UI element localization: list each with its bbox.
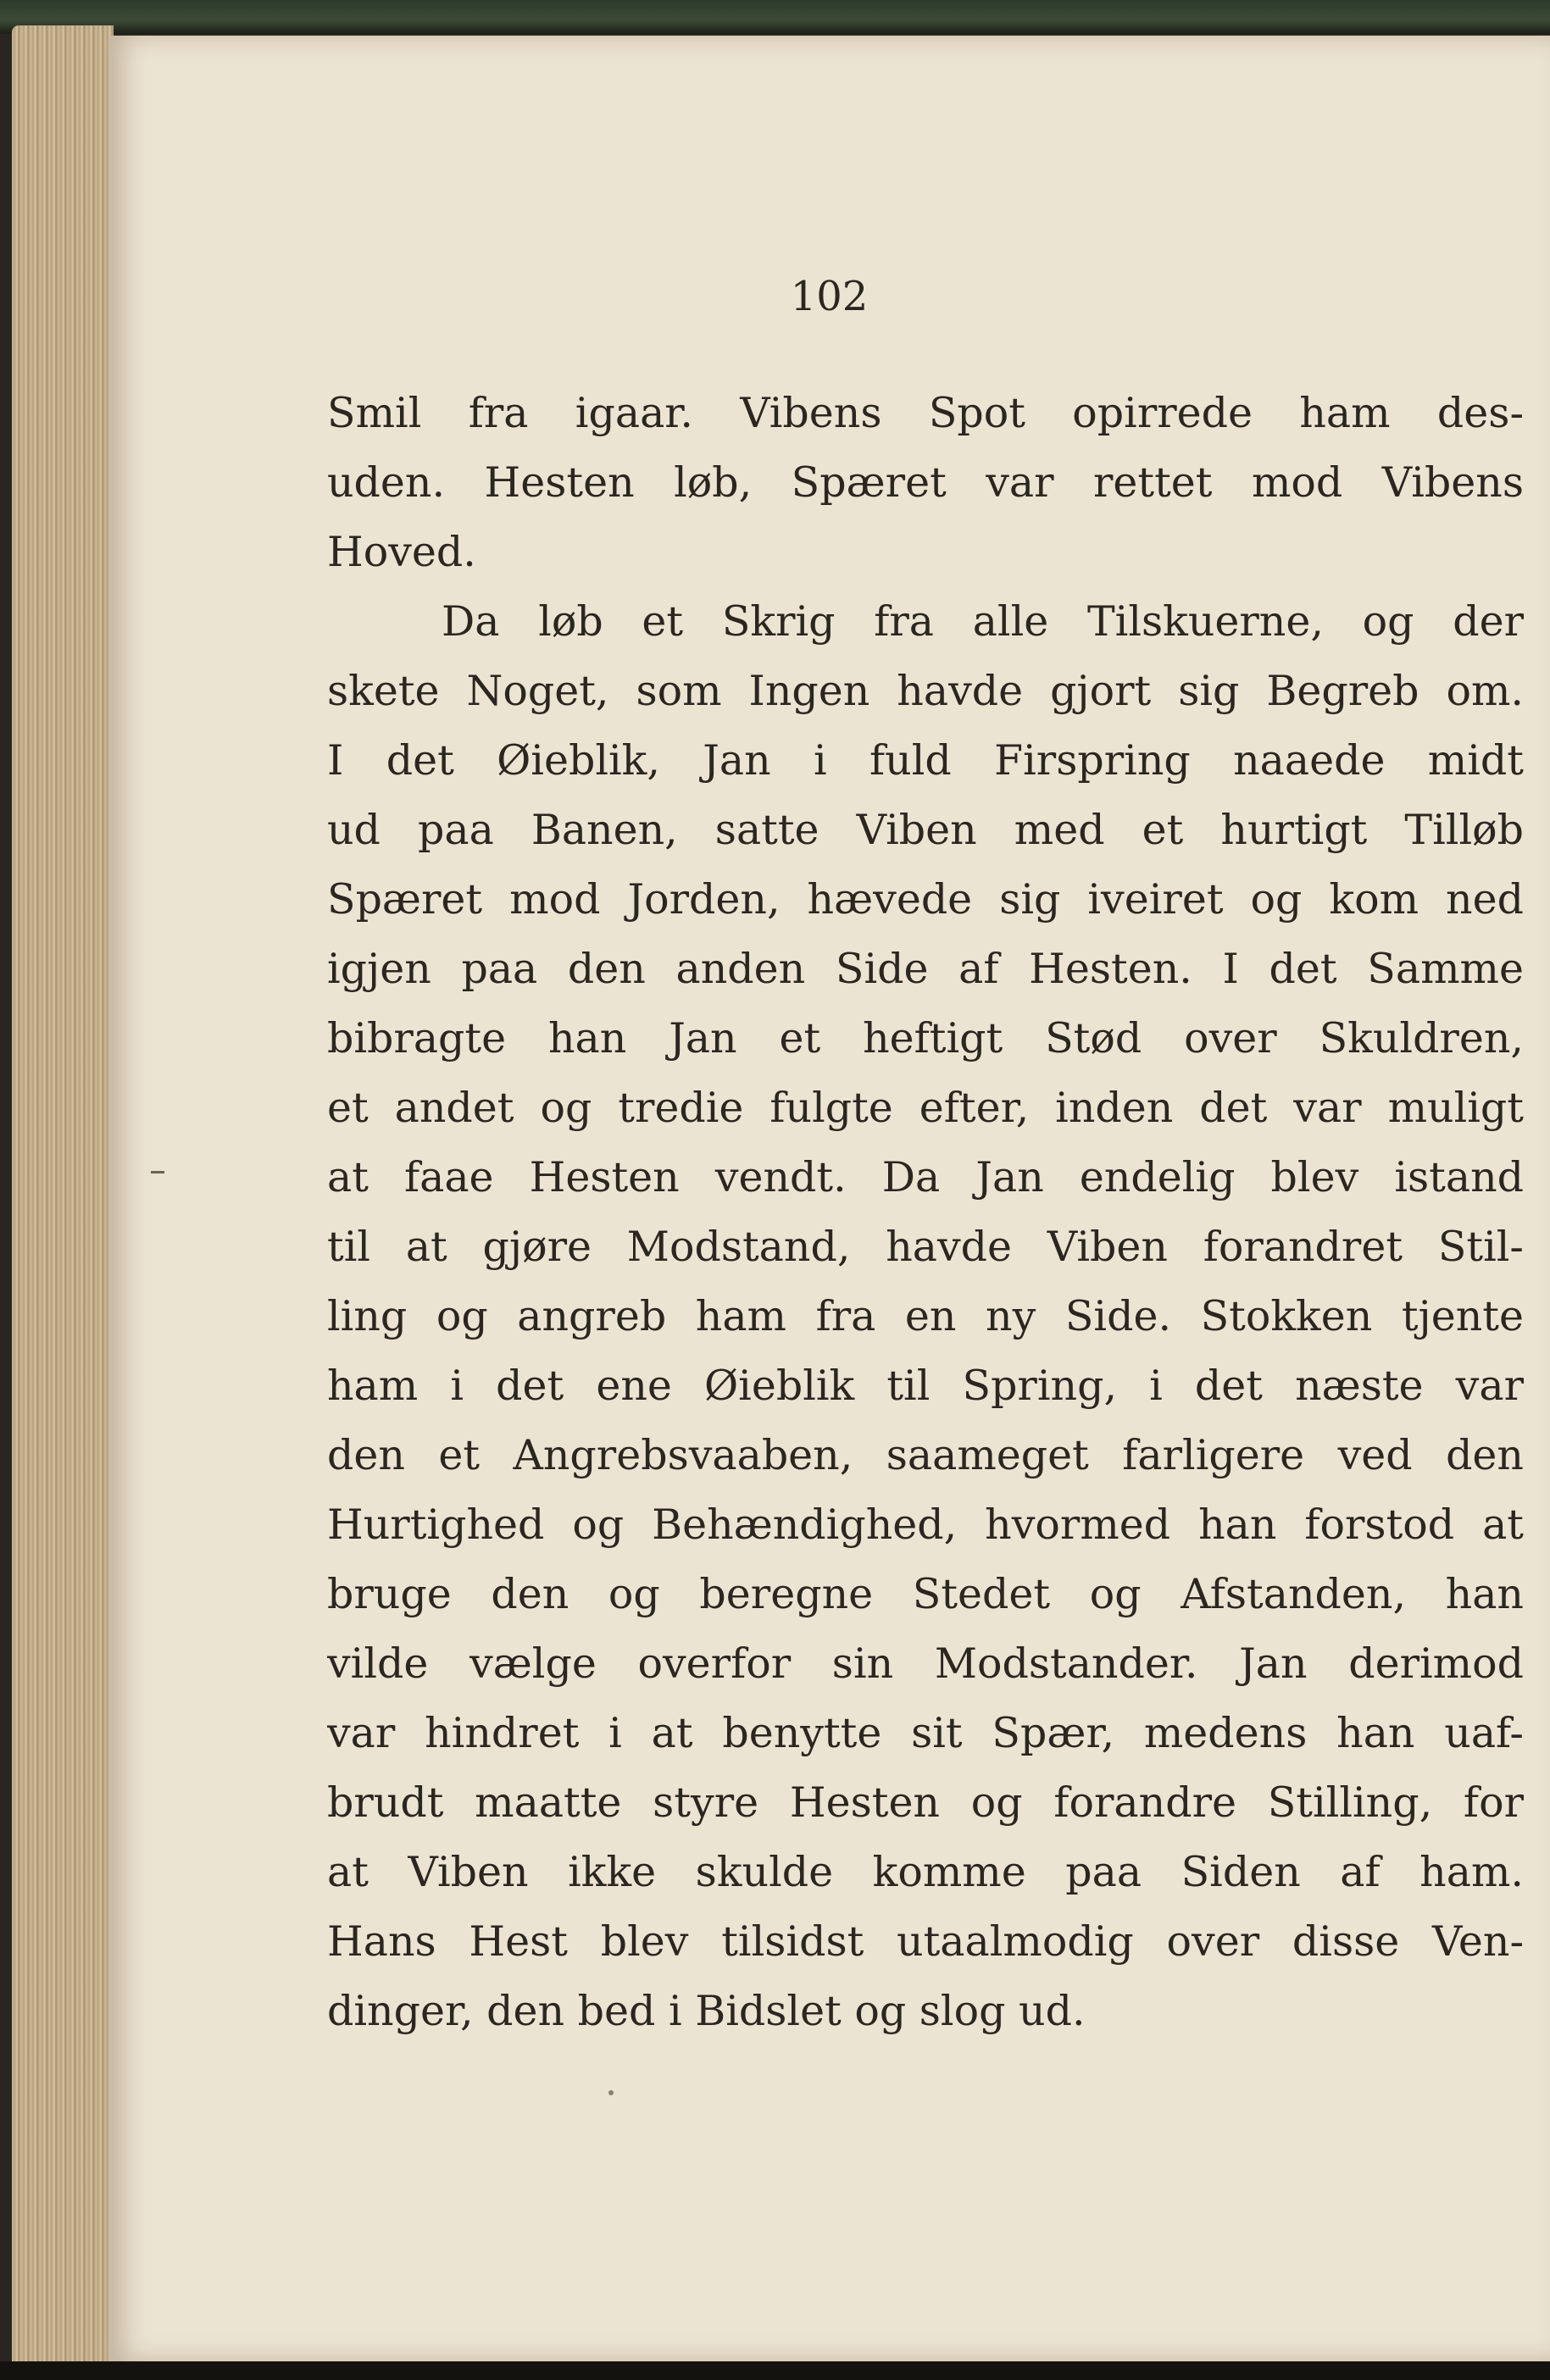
text-line: vilde vælge overfor sin Modstander. Jan derimod (327, 1639, 1524, 1688)
margin-mark (151, 1171, 164, 1173)
text-line: Smil fra igaar. Vibens Spot opirrede ham des- (327, 389, 1524, 437)
text-line: til at gjøre Modstand, havde Viben forandret Stil- (327, 1223, 1524, 1271)
text-line: ham i det ene Øieblik til Spring, i det næste var (327, 1362, 1524, 1410)
scan-bottom-edge (0, 2361, 1550, 2380)
text-line: brudt maatte styre Hesten og forandre Stilling, for (327, 1778, 1524, 1827)
page-stack-edges (12, 25, 114, 2368)
text-line: Hoved. (327, 528, 476, 576)
ink-speck (608, 2090, 614, 2095)
text-line: bibragte han Jan et heftigt Stød over Skuldren, (327, 1014, 1524, 1062)
text-line: uden. Hesten løb, Spæret var rettet mod Vibens (327, 458, 1524, 507)
body-text (327, 379, 1524, 2046)
text-line: I det Øieblik, Jan i fuld Firspring naaede midt (327, 736, 1524, 785)
text-line: et andet og tredie fulgte efter, inden det var muligt (327, 1084, 1524, 1132)
text-line: skete Noget, som Ingen havde gjort sig Begreb om. (327, 667, 1524, 715)
text-line: Hans Hest blev tilsidst utaalmodig over disse Ven- (327, 1917, 1524, 1966)
text-line: Hurtighed og Behændighed, hvormed han forstod at (327, 1501, 1524, 1549)
book-page (108, 36, 1550, 2361)
text-line: at Viben ikke skulde komme paa Siden af ham. (327, 1848, 1524, 1896)
book-cover-edge (0, 0, 1550, 34)
text-line: igjen paa den anden Side af Hesten. I det Samme (327, 945, 1524, 993)
text-line: Spæret mod Jorden, hævede sig iveiret og kom ned (327, 875, 1524, 924)
text-line: den et Angrebsvaaben, saameget farligere ved den (327, 1431, 1524, 1479)
text-line: Da løb et Skrig fra alle Tilskuerne, og der (442, 597, 1524, 646)
text-line: bruge den og beregne Stedet og Afstanden, han (327, 1570, 1524, 1618)
page-number: 102 (790, 273, 869, 320)
text-line: var hindret i at benytte sit Spær, medens han uaf- (327, 1709, 1524, 1757)
text-line: dinger, den bed i Bidslet og slog ud. (327, 1987, 1086, 2035)
text-line: ling og angreb ham fra en ny Side. Stokken tjente (327, 1292, 1524, 1340)
text-line: ud paa Banen, satte Viben med et hurtigt Tilløb (327, 806, 1524, 854)
text-line: at faae Hesten vendt. Da Jan endelig blev istand (327, 1153, 1524, 1201)
